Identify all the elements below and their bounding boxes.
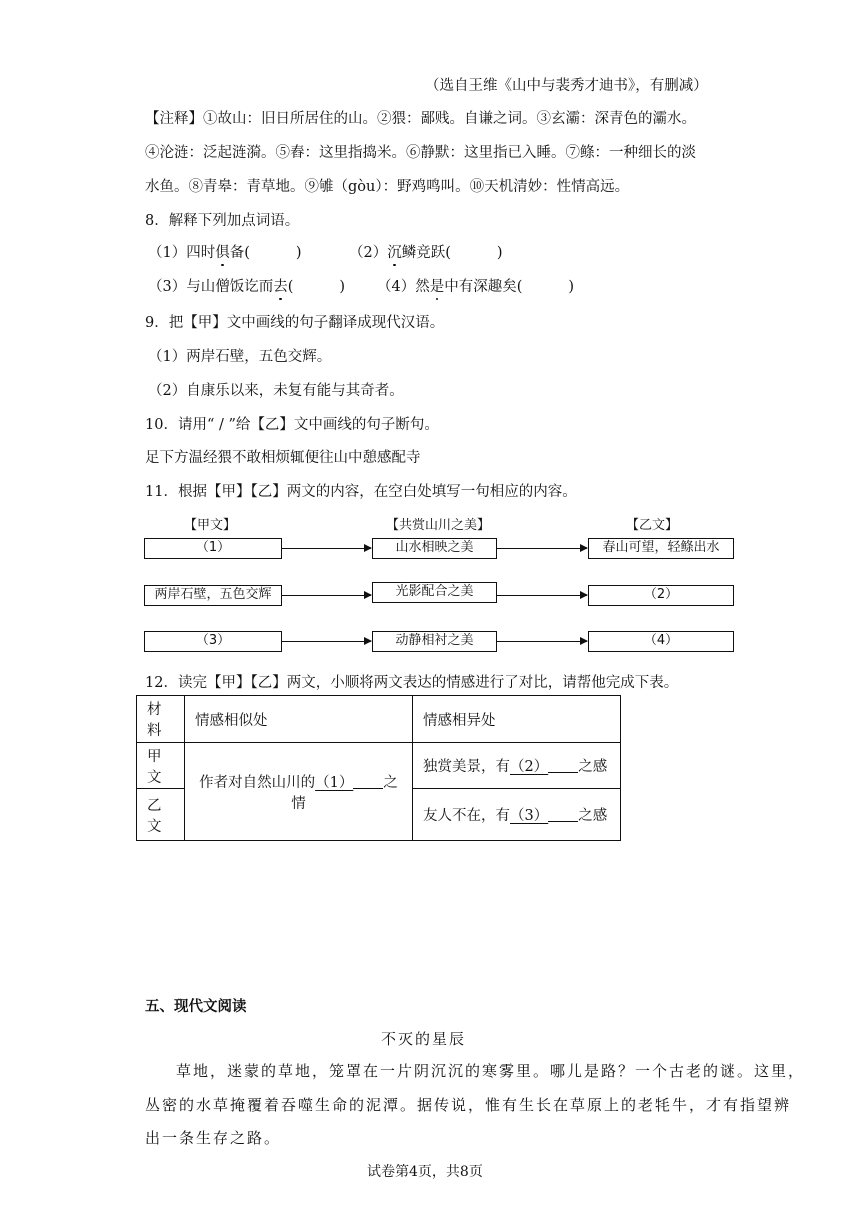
q10-title: 10．请用“ / ”给【乙】文中画线的句子断句。 — [145, 417, 439, 433]
source-line: （选自王维《山中与裴秀才迪书》，有删减） — [425, 78, 708, 94]
q11-r2-mid-box: 光影配合之美 — [372, 582, 497, 603]
q8-item-4-post: 中有深趣矣( — [444, 279, 523, 295]
q12-yi-blank: （3） — [510, 808, 549, 824]
q12-jia-cell — [413, 743, 621, 789]
q11-r2-left-box: 两岸石壁，五色交辉 — [144, 585, 282, 606]
q8-item-1-pre: （1）四时 — [148, 245, 216, 261]
section5-p3: 出一条生存之路。 — [145, 1129, 282, 1147]
q11-r2-right-box: （2） — [588, 585, 734, 606]
q8-item-4 — [377, 275, 574, 296]
q12-header-material: 材料 — [137, 696, 185, 743]
q11-r1-arrow-2 — [497, 548, 587, 549]
page-footer: 试卷第4页，共8页 — [367, 1164, 483, 1180]
q8-item-1-dot: 俱 — [215, 241, 230, 262]
q11-r1-right-box: 春山可望，轻鲦出水 — [588, 538, 734, 559]
q12-yi-post: 之感 — [578, 808, 608, 824]
q8-item-2-post: 鳞竞跃( — [401, 245, 451, 261]
q11-r2-arrow-1 — [282, 595, 371, 596]
notes-line-2: ④沦涟：泛起涟漪。⑤舂：这里指捣米。⑥静默：这里指已入睡。⑦鲦：一种细长的淡 — [145, 145, 696, 161]
q11-title: 11．根据【甲】【乙】两文的内容，在空白处填写一句相应的内容。 — [145, 484, 577, 500]
q12-header-similar: 情感相似处 — [185, 696, 413, 743]
q12-jia-post: 之感 — [578, 759, 608, 775]
q12-similar-blank: （1） — [315, 774, 354, 791]
q12-jia-pre: 独赏美景，有 — [423, 759, 510, 775]
q12-jia-blank: （2） — [510, 759, 549, 775]
q8-item-3-pre: （3）与山僧饭讫而 — [148, 279, 274, 295]
q8-item-4-pre: （4）然 — [377, 279, 430, 295]
q12-row-yi: 乙文 — [137, 789, 185, 841]
q8-item-3-dot: 去 — [273, 275, 288, 296]
q11-head-right: 【乙文】 — [626, 518, 679, 533]
q11-r1-arrow-1 — [282, 548, 371, 549]
q11-r1-left-box: （1） — [144, 538, 282, 559]
q8-item-4-dot: 是 — [430, 275, 445, 296]
q8-item-3 — [148, 275, 345, 296]
q12-table — [136, 695, 621, 841]
q11-r2-arrow-2 — [497, 595, 587, 596]
q12-yi-cell — [413, 789, 621, 841]
section5-title: 不灭的星辰 — [381, 1030, 467, 1048]
q8-item-4-close: ) — [568, 279, 575, 295]
q9-title: 9．把【甲】文中画线的句子翻译成现代汉语。 — [145, 315, 445, 331]
q12-yi-pre: 友人不在，有 — [423, 808, 510, 824]
q8-title: 8．解释下列加点词语。 — [145, 213, 300, 229]
q8-item-2 — [349, 241, 503, 262]
notes-line-3: 水鱼。⑧青皋：青草地。⑨雊（gòu）：野鸡鸣叫。⑩天机清妙：性情高远。 — [145, 179, 630, 195]
q12-similar-cell — [185, 743, 413, 841]
q12-title: 12．读完【甲】【乙】两文，小顺将两文表达的情感进行了对比，请帮他完成下表。 — [145, 675, 679, 691]
q11-r3-arrow-2 — [497, 641, 587, 642]
section5-p1: 草地，迷蒙的草地，笼罩在一片阴沉沉的寒雾里。哪儿是路？一个古老的谜。这里， — [176, 1062, 806, 1080]
section5-p2: 丛密的水草掩覆着吞噬生命的泥潭。据传说，惟有生长在草原上的老牦牛，才有指望辨 — [145, 1096, 792, 1114]
q8-item-3-post: ( — [287, 279, 294, 295]
q11-head-left: 【甲文】 — [184, 518, 237, 533]
section5-heading: 五、现代文阅读 — [145, 999, 247, 1015]
notes-line-1: 【注释】①故山：旧日所居住的山。②猥：鄙贱。自谦之词。③玄灞：深青色的灞水。 — [145, 111, 696, 127]
q12-similar-post: 之情 — [291, 774, 398, 812]
q11-r3-right-box: （4） — [588, 631, 734, 652]
q8-item-1 — [148, 241, 302, 262]
q9-item-2: （2）自康乐以来，未复有能与其奇者。 — [148, 383, 404, 399]
q12-similar-pre: 作者对自然山川的 — [199, 774, 316, 791]
q11-r1-mid-box: 山水相映之美 — [372, 538, 497, 559]
q11-head-mid: 【共赏山川之美】 — [386, 518, 491, 533]
q8-item-1-close: ) — [295, 245, 302, 261]
q11-r3-left-box: （3） — [144, 631, 282, 652]
q8-item-2-dot: 沉 — [387, 241, 402, 262]
q8-item-2-close: ) — [496, 245, 503, 261]
q8-item-1-post: 备( — [229, 245, 250, 261]
q8-item-2-pre: （2） — [349, 245, 388, 261]
q10-sentence: 足下方温经猥不敢相烦辄便往山中憩感配寺 — [145, 450, 421, 466]
q11-r3-arrow-1 — [282, 641, 371, 642]
q12-header-different: 情感相异处 — [413, 696, 621, 743]
q8-item-3-close: ) — [339, 279, 346, 295]
q11-r3-mid-box: 动静相衬之美 — [372, 631, 497, 652]
q9-item-1: （1）两岸石壁，五色交辉。 — [148, 349, 332, 365]
q12-row-jia: 甲文 — [137, 743, 185, 789]
